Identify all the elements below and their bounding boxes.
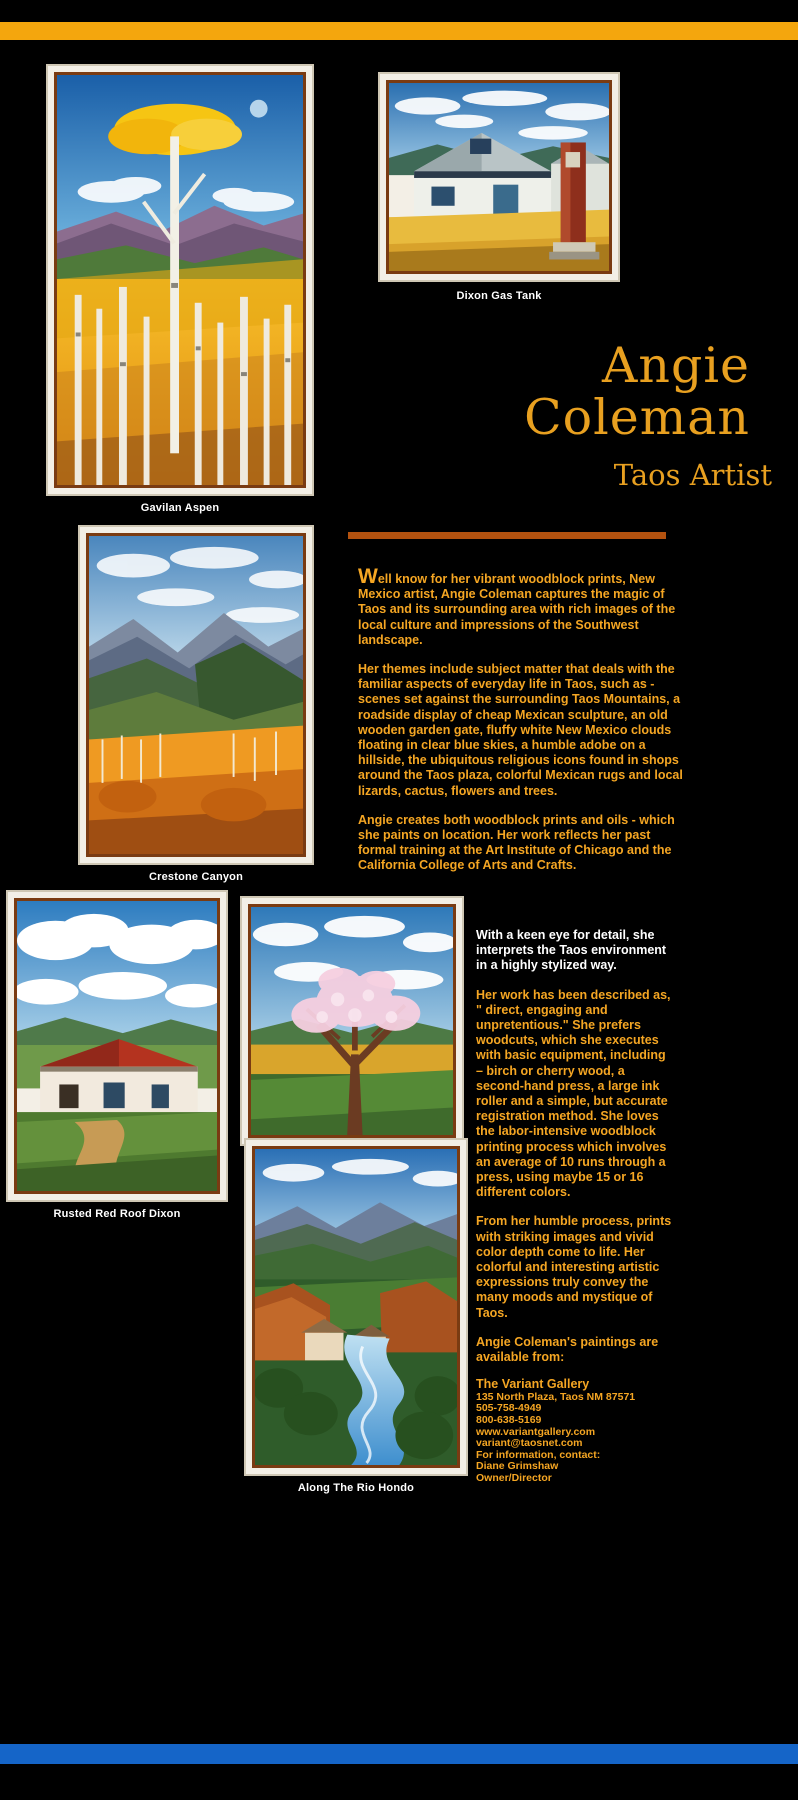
- top-black-bar: [0, 0, 798, 22]
- orange-divider-rule: [348, 532, 666, 539]
- body-paragraph-3: Angie creates both woodblock prints and oils - which she paints on location. Her work reflects her past formal training at the Art Institute of Chicago and the California College of Arts and Crafts.: [358, 812, 675, 873]
- main-body-text: [358, 565, 688, 888]
- artwork-crestone-canyon: [78, 525, 314, 865]
- bottom-blue-bar: [0, 1744, 798, 1764]
- caption-rusted-red-roof-dixon: Rusted Red Roof Dixon: [53, 1208, 181, 1220]
- poster-title: [380, 337, 780, 492]
- gallery-email[interactable]: variant@taosnet.com: [476, 1437, 583, 1450]
- top-gold-bar: [0, 22, 798, 40]
- artwork-gavilan-aspen-image: [54, 72, 306, 488]
- artwork-rusted-red-roof-image: [14, 898, 220, 1194]
- title-line-1: Angie: [602, 337, 750, 394]
- sidebar-text-column: [476, 928, 676, 1499]
- artwork-early-morning-blossoms: [240, 896, 464, 1146]
- contact-person-title: Owner/Director: [476, 1472, 552, 1485]
- gallery-phone-1: 505-758-4949: [476, 1402, 542, 1415]
- artwork-rio-hondo-image: [252, 1146, 460, 1468]
- gallery-website[interactable]: www.variantgallery.com: [476, 1425, 596, 1438]
- title-line-2: Coleman: [524, 389, 750, 446]
- gallery-phone-2: 800-638-5169: [476, 1414, 542, 1427]
- artwork-dixon-gas-tank-image: [386, 80, 612, 274]
- gallery-name: The Variant Gallery: [476, 1377, 590, 1392]
- sidebar-paragraph-2: Her work has been described as, " direct, engaging and unpretentious." She prefers woodcuts, which she executes with basic equipment, including – birch or cherry wood, a second-hand press, a large ink roller and a simple, but accurate registration method. She loves the labor-intensive woodblock printing process which involves an average of 10 runs through a press, using maybe 15 or 16 different colors.: [476, 987, 671, 1200]
- body-paragraph-1-rest: ell know for her vibrant woodblock prints, New Mexico artist, Angie Coleman captures the magic of Taos and its surrounding area with rich images of the local culture and impressions of the Southwest landscape.: [358, 572, 676, 647]
- caption-along-the-rio-hondo: Along The Rio Hondo: [297, 1482, 415, 1494]
- artwork-gavilan-aspen: [46, 64, 314, 496]
- sidebar-paragraph-1: With a keen eye for detail, she interprets the Taos environment in a highly stylized way.: [476, 928, 667, 973]
- artwork-rusted-red-roof-dixon: [6, 890, 228, 1202]
- caption-dixon-gas-tank: Dixon Gas Tank: [456, 290, 542, 302]
- bottom-black-bar: [0, 1764, 798, 1800]
- contact-info-label: For information, contact:: [476, 1448, 601, 1461]
- contact-details: [476, 1379, 676, 1484]
- artwork-early-morning-blossoms-image: [248, 904, 456, 1138]
- contact-person-name: Diane Grimshaw: [476, 1460, 559, 1473]
- contact-heading: Angie Coleman's paintings are available from:: [476, 1334, 659, 1365]
- artwork-along-the-rio-hondo: [244, 1138, 468, 1476]
- body-paragraph-2: Her themes include subject matter that deals with the familiar aspects of everyday life in Taos, such as - scenes set against the surrounding Taos Mountains, a roadside display of cheap Mexican sculpture, an old wooden garden gate, fluffy white New Mexico clouds floating in clear blue skies, a humble adobe on a hillside, the ubiquitous religious icons found in shops around the Taos plaza, colorful Mexican rugs and local lizards, cactus, flowers and trees.: [358, 662, 683, 798]
- poster-stage: [0, 40, 798, 1744]
- body-dropcap: W: [358, 565, 378, 588]
- gallery-address: 135 North Plaza, Taos NM 87571: [476, 1390, 636, 1403]
- sidebar-paragraph-3: From her humble process, prints with striking images and vivid color depth come to life. Her colorful and interesting artistic expressions truly convey the many moods and mystique of Taos.: [476, 1214, 672, 1320]
- caption-crestone-canyon: Crestone Canyon: [148, 871, 244, 883]
- artwork-dixon-gas-tank: [378, 72, 620, 282]
- title-subtitle: Taos Artist: [613, 458, 772, 492]
- artwork-crestone-canyon-image: [86, 533, 306, 857]
- caption-gavilan-aspen: Gavilan Aspen: [140, 502, 220, 514]
- body-paragraph-1: [358, 565, 688, 648]
